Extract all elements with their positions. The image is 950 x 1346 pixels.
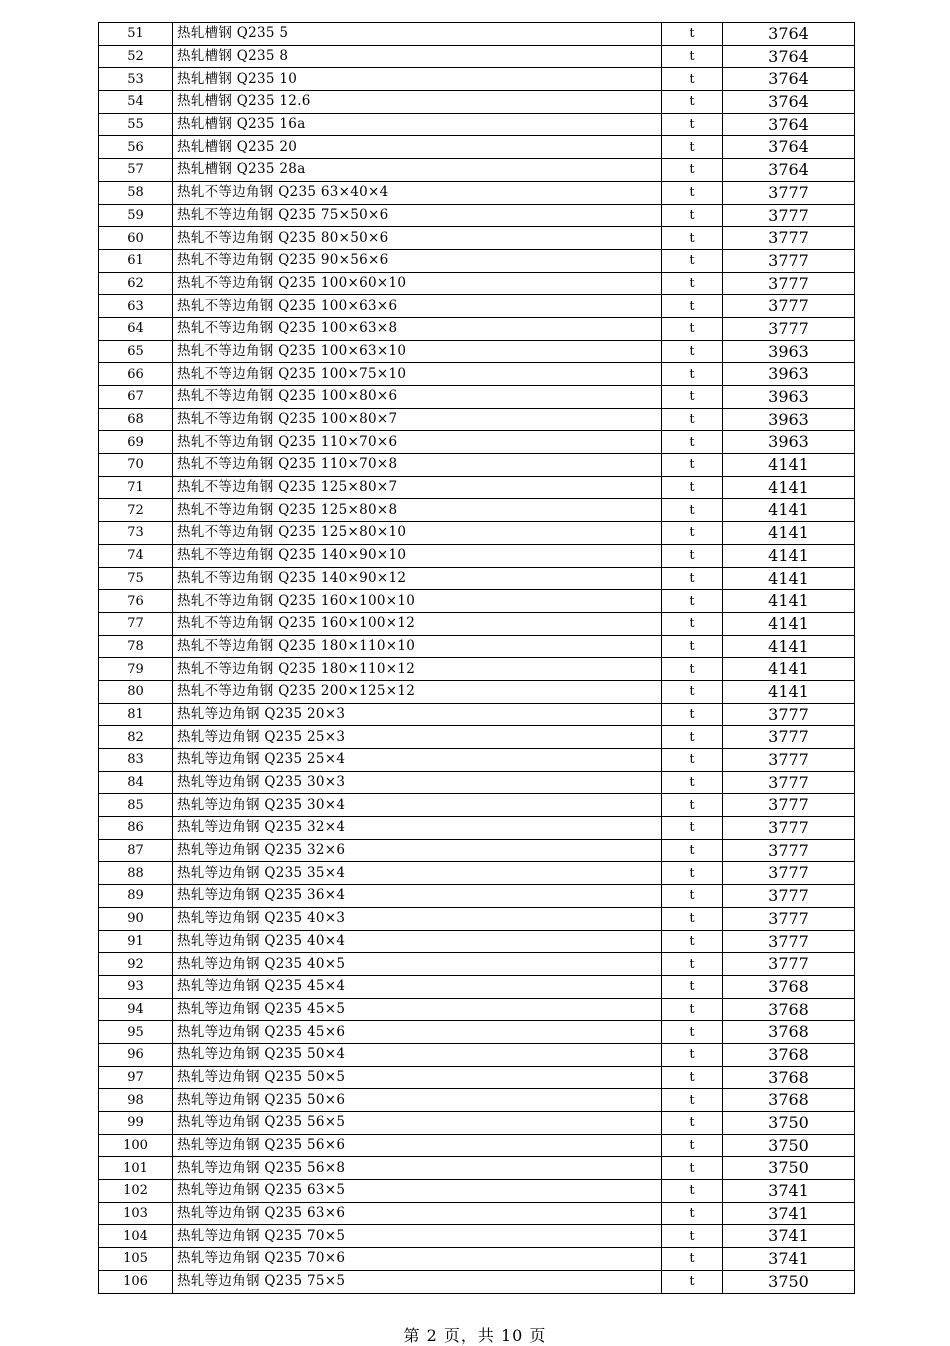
price-cell: 3963: [723, 408, 855, 431]
row-number: 86: [99, 817, 173, 840]
item-name: 热轧等边角钢 Q235 50×5: [173, 1066, 662, 1089]
table-row: [99, 544, 855, 567]
row-number: 55: [99, 113, 173, 136]
price-cell: 3768: [723, 1043, 855, 1066]
table-row: [99, 317, 855, 340]
item-name: 热轧不等边角钢 Q235 100×80×6: [173, 386, 662, 409]
price-cell: 3777: [723, 749, 855, 772]
table-row: [99, 522, 855, 545]
item-name: 热轧等边角钢 Q235 40×5: [173, 953, 662, 976]
item-name: 热轧等边角钢 Q235 56×5: [173, 1112, 662, 1135]
unit-cell: t: [662, 1270, 723, 1293]
item-name: 热轧等边角钢 Q235 40×4: [173, 930, 662, 953]
price-cell: 3963: [723, 386, 855, 409]
table-row: [99, 181, 855, 204]
unit-cell: t: [662, 998, 723, 1021]
item-name: 热轧等边角钢 Q235 56×8: [173, 1157, 662, 1180]
unit-cell: t: [662, 522, 723, 545]
unit-cell: t: [662, 612, 723, 635]
table-row: [99, 1270, 855, 1293]
unit-cell: t: [662, 1089, 723, 1112]
item-name: 热轧不等边角钢 Q235 140×90×10: [173, 544, 662, 567]
row-number: 105: [99, 1248, 173, 1271]
unit-cell: t: [662, 794, 723, 817]
price-cell: 3741: [723, 1202, 855, 1225]
item-name: 热轧等边角钢 Q235 32×4: [173, 817, 662, 840]
item-name: 热轧等边角钢 Q235 32×6: [173, 839, 662, 862]
unit-cell: t: [662, 113, 723, 136]
item-name: 热轧等边角钢 Q235 30×4: [173, 794, 662, 817]
unit-cell: t: [662, 68, 723, 91]
price-cell: 3777: [723, 317, 855, 340]
row-number: 74: [99, 544, 173, 567]
unit-cell: t: [662, 590, 723, 613]
row-number: 98: [99, 1089, 173, 1112]
table-row: [99, 204, 855, 227]
row-number: 96: [99, 1043, 173, 1066]
unit-cell: t: [662, 204, 723, 227]
row-number: 77: [99, 612, 173, 635]
item-name: 热轧槽钢 Q235 20: [173, 136, 662, 159]
price-cell: 3777: [723, 181, 855, 204]
row-number: 106: [99, 1270, 173, 1293]
unit-cell: t: [662, 45, 723, 68]
unit-cell: t: [662, 272, 723, 295]
unit-cell: t: [662, 1043, 723, 1066]
row-number: 92: [99, 953, 173, 976]
table-row: [99, 658, 855, 681]
item-name: 热轧不等边角钢 Q235 100×75×10: [173, 363, 662, 386]
price-cell: 4141: [723, 454, 855, 477]
item-name: 热轧等边角钢 Q235 63×5: [173, 1180, 662, 1203]
unit-cell: t: [662, 544, 723, 567]
price-cell: 3750: [723, 1134, 855, 1157]
table-row: [99, 476, 855, 499]
table-row: [99, 1248, 855, 1271]
row-number: 78: [99, 635, 173, 658]
item-name: 热轧不等边角钢 Q235 125×80×8: [173, 499, 662, 522]
price-cell: 3768: [723, 998, 855, 1021]
table-row: [99, 567, 855, 590]
item-name: 热轧不等边角钢 Q235 125×80×10: [173, 522, 662, 545]
row-number: 84: [99, 771, 173, 794]
table-row: [99, 1043, 855, 1066]
unit-cell: t: [662, 363, 723, 386]
table-row: [99, 1112, 855, 1135]
item-name: 热轧等边角钢 Q235 50×6: [173, 1089, 662, 1112]
unit-cell: t: [662, 953, 723, 976]
row-number: 72: [99, 499, 173, 522]
item-name: 热轧等边角钢 Q235 75×5: [173, 1270, 662, 1293]
unit-cell: t: [662, 159, 723, 182]
row-number: 73: [99, 522, 173, 545]
unit-cell: t: [662, 181, 723, 204]
price-cell: 3768: [723, 1021, 855, 1044]
unit-cell: t: [662, 454, 723, 477]
row-number: 61: [99, 249, 173, 272]
table-row: [99, 1089, 855, 1112]
unit-cell: t: [662, 295, 723, 318]
table-row: [99, 839, 855, 862]
unit-cell: t: [662, 658, 723, 681]
unit-cell: t: [662, 817, 723, 840]
row-number: 103: [99, 1202, 173, 1225]
row-number: 64: [99, 317, 173, 340]
price-cell: 4141: [723, 658, 855, 681]
row-number: 63: [99, 295, 173, 318]
price-cell: 4141: [723, 544, 855, 567]
table-row: [99, 862, 855, 885]
unit-cell: t: [662, 1112, 723, 1135]
unit-cell: t: [662, 635, 723, 658]
price-cell: 3768: [723, 1089, 855, 1112]
row-number: 68: [99, 408, 173, 431]
row-number: 80: [99, 680, 173, 703]
price-cell: 3777: [723, 862, 855, 885]
table-row: [99, 953, 855, 976]
item-name: 热轧不等边角钢 Q235 160×100×12: [173, 612, 662, 635]
row-number: 67: [99, 386, 173, 409]
table-row: [99, 136, 855, 159]
unit-cell: t: [662, 749, 723, 772]
table-row: [99, 1157, 855, 1180]
item-name: 热轧等边角钢 Q235 25×4: [173, 749, 662, 772]
item-name: 热轧等边角钢 Q235 20×3: [173, 703, 662, 726]
price-cell: 4141: [723, 612, 855, 635]
item-name: 热轧等边角钢 Q235 45×4: [173, 975, 662, 998]
table-row: [99, 68, 855, 91]
item-name: 热轧等边角钢 Q235 63×6: [173, 1202, 662, 1225]
item-name: 热轧不等边角钢 Q235 110×70×8: [173, 454, 662, 477]
item-name: 热轧等边角钢 Q235 56×6: [173, 1134, 662, 1157]
unit-cell: t: [662, 1157, 723, 1180]
price-cell: 3777: [723, 227, 855, 250]
row-number: 62: [99, 272, 173, 295]
table-row: [99, 907, 855, 930]
price-cell: 3741: [723, 1225, 855, 1248]
unit-cell: t: [662, 23, 723, 46]
unit-cell: t: [662, 975, 723, 998]
item-name: 热轧等边角钢 Q235 36×4: [173, 885, 662, 908]
item-name: 热轧不等边角钢 Q235 90×56×6: [173, 249, 662, 272]
unit-cell: t: [662, 1202, 723, 1225]
price-cell: 3750: [723, 1157, 855, 1180]
price-cell: 4141: [723, 590, 855, 613]
row-number: 51: [99, 23, 173, 46]
unit-cell: t: [662, 1134, 723, 1157]
price-cell: 3764: [723, 45, 855, 68]
price-cell: 4141: [723, 635, 855, 658]
table-row: [99, 249, 855, 272]
price-cell: 3777: [723, 249, 855, 272]
table-row: [99, 1225, 855, 1248]
item-name: 热轧不等边角钢 Q235 75×50×6: [173, 204, 662, 227]
item-name: 热轧不等边角钢 Q235 140×90×12: [173, 567, 662, 590]
item-name: 热轧等边角钢 Q235 35×4: [173, 862, 662, 885]
price-cell: 3750: [723, 1112, 855, 1135]
table-row: [99, 1021, 855, 1044]
unit-cell: t: [662, 1248, 723, 1271]
table-row: [99, 91, 855, 114]
table-row: [99, 454, 855, 477]
price-cell: 3777: [723, 771, 855, 794]
price-cell: 3777: [723, 703, 855, 726]
table-row: [99, 1134, 855, 1157]
row-number: 58: [99, 181, 173, 204]
price-cell: 3777: [723, 204, 855, 227]
table-row: [99, 590, 855, 613]
unit-cell: t: [662, 499, 723, 522]
item-name: 热轧等边角钢 Q235 70×5: [173, 1225, 662, 1248]
row-number: 100: [99, 1134, 173, 1157]
item-name: 热轧不等边角钢 Q235 100×60×10: [173, 272, 662, 295]
item-name: 热轧不等边角钢 Q235 180×110×12: [173, 658, 662, 681]
table-row: [99, 113, 855, 136]
item-name: 热轧等边角钢 Q235 50×4: [173, 1043, 662, 1066]
unit-cell: t: [662, 249, 723, 272]
price-cell: 4141: [723, 567, 855, 590]
table-row: [99, 998, 855, 1021]
row-number: 60: [99, 227, 173, 250]
table-row: [99, 499, 855, 522]
price-cell: 3741: [723, 1248, 855, 1271]
table-row: [99, 885, 855, 908]
price-cell: 3777: [723, 953, 855, 976]
row-number: 76: [99, 590, 173, 613]
row-number: 54: [99, 91, 173, 114]
item-name: 热轧等边角钢 Q235 45×6: [173, 1021, 662, 1044]
unit-cell: t: [662, 771, 723, 794]
table-row: [99, 23, 855, 46]
unit-cell: t: [662, 431, 723, 454]
row-number: 101: [99, 1157, 173, 1180]
unit-cell: t: [662, 1180, 723, 1203]
unit-cell: t: [662, 567, 723, 590]
table-row: [99, 1202, 855, 1225]
item-name: 热轧等边角钢 Q235 30×3: [173, 771, 662, 794]
row-number: 104: [99, 1225, 173, 1248]
price-cell: 3777: [723, 794, 855, 817]
row-number: 89: [99, 885, 173, 908]
item-name: 热轧不等边角钢 Q235 100×63×6: [173, 295, 662, 318]
table-row: [99, 431, 855, 454]
row-number: 79: [99, 658, 173, 681]
row-number: 69: [99, 431, 173, 454]
table-row: [99, 703, 855, 726]
unit-cell: t: [662, 862, 723, 885]
price-cell: 3764: [723, 91, 855, 114]
row-number: 102: [99, 1180, 173, 1203]
row-number: 94: [99, 998, 173, 1021]
item-name: 热轧等边角钢 Q235 45×5: [173, 998, 662, 1021]
item-name: 热轧不等边角钢 Q235 110×70×6: [173, 431, 662, 454]
table-row: [99, 340, 855, 363]
table-row: [99, 295, 855, 318]
row-number: 75: [99, 567, 173, 590]
price-cell: 3963: [723, 431, 855, 454]
table-row: [99, 635, 855, 658]
item-name: 热轧槽钢 Q235 28a: [173, 159, 662, 182]
row-number: 90: [99, 907, 173, 930]
row-number: 57: [99, 159, 173, 182]
unit-cell: t: [662, 703, 723, 726]
table-row: [99, 771, 855, 794]
table-row: [99, 1066, 855, 1089]
price-cell: 3777: [723, 272, 855, 295]
unit-cell: t: [662, 1021, 723, 1044]
price-cell: 4141: [723, 476, 855, 499]
table-row: [99, 363, 855, 386]
item-name: 热轧槽钢 Q235 16a: [173, 113, 662, 136]
row-number: 66: [99, 363, 173, 386]
price-cell: 3777: [723, 839, 855, 862]
price-cell: 4141: [723, 522, 855, 545]
table-row: [99, 227, 855, 250]
item-name: 热轧不等边角钢 Q235 100×63×10: [173, 340, 662, 363]
item-name: 热轧不等边角钢 Q235 200×125×12: [173, 680, 662, 703]
row-number: 88: [99, 862, 173, 885]
row-number: 87: [99, 839, 173, 862]
item-name: 热轧等边角钢 Q235 40×3: [173, 907, 662, 930]
table-row: [99, 45, 855, 68]
item-name: 热轧槽钢 Q235 5: [173, 23, 662, 46]
row-number: 93: [99, 975, 173, 998]
row-number: 53: [99, 68, 173, 91]
price-cell: 3764: [723, 68, 855, 91]
price-table: [98, 22, 855, 1294]
unit-cell: t: [662, 136, 723, 159]
price-cell: 3777: [723, 295, 855, 318]
price-cell: 3768: [723, 975, 855, 998]
unit-cell: t: [662, 340, 723, 363]
price-cell: 3963: [723, 340, 855, 363]
row-number: 83: [99, 749, 173, 772]
row-number: 59: [99, 204, 173, 227]
price-cell: 3741: [723, 1180, 855, 1203]
table-row: [99, 159, 855, 182]
item-name: 热轧不等边角钢 Q235 63×40×4: [173, 181, 662, 204]
price-cell: 3777: [723, 817, 855, 840]
unit-cell: t: [662, 680, 723, 703]
price-cell: 3764: [723, 23, 855, 46]
table-row: [99, 975, 855, 998]
unit-cell: t: [662, 386, 723, 409]
price-cell: 3963: [723, 363, 855, 386]
unit-cell: t: [662, 839, 723, 862]
price-cell: 3777: [723, 907, 855, 930]
price-table-body: [99, 23, 855, 1294]
price-cell: 3764: [723, 159, 855, 182]
price-cell: 4141: [723, 680, 855, 703]
unit-cell: t: [662, 726, 723, 749]
page-footer: 第 2 页，共 10 页: [403, 1326, 547, 1345]
table-row: [99, 408, 855, 431]
item-name: 热轧不等边角钢 Q235 180×110×10: [173, 635, 662, 658]
table-row: [99, 1180, 855, 1203]
unit-cell: t: [662, 91, 723, 114]
price-cell: 3777: [723, 726, 855, 749]
item-name: 热轧槽钢 Q235 10: [173, 68, 662, 91]
table-row: [99, 726, 855, 749]
table-row: [99, 794, 855, 817]
row-number: 65: [99, 340, 173, 363]
row-number: 71: [99, 476, 173, 499]
table-row: [99, 272, 855, 295]
item-name: 热轧等边角钢 Q235 70×6: [173, 1248, 662, 1271]
item-name: 热轧等边角钢 Q235 25×3: [173, 726, 662, 749]
unit-cell: t: [662, 1066, 723, 1089]
table-row: [99, 930, 855, 953]
item-name: 热轧不等边角钢 Q235 160×100×10: [173, 590, 662, 613]
unit-cell: t: [662, 227, 723, 250]
row-number: 97: [99, 1066, 173, 1089]
unit-cell: t: [662, 907, 723, 930]
row-number: 52: [99, 45, 173, 68]
item-name: 热轧槽钢 Q235 8: [173, 45, 662, 68]
price-cell: 3750: [723, 1270, 855, 1293]
unit-cell: t: [662, 408, 723, 431]
unit-cell: t: [662, 317, 723, 340]
row-number: 82: [99, 726, 173, 749]
unit-cell: t: [662, 930, 723, 953]
unit-cell: t: [662, 1225, 723, 1248]
price-cell: 3768: [723, 1066, 855, 1089]
price-cell: 3764: [723, 136, 855, 159]
row-number: 81: [99, 703, 173, 726]
price-cell: 3777: [723, 930, 855, 953]
table-row: [99, 680, 855, 703]
row-number: 95: [99, 1021, 173, 1044]
unit-cell: t: [662, 885, 723, 908]
item-name: 热轧不等边角钢 Q235 125×80×7: [173, 476, 662, 499]
item-name: 热轧不等边角钢 Q235 100×63×8: [173, 317, 662, 340]
row-number: 70: [99, 454, 173, 477]
unit-cell: t: [662, 476, 723, 499]
table-row: [99, 386, 855, 409]
item-name: 热轧不等边角钢 Q235 100×80×7: [173, 408, 662, 431]
table-row: [99, 612, 855, 635]
item-name: 热轧槽钢 Q235 12.6: [173, 91, 662, 114]
price-cell: 3764: [723, 113, 855, 136]
item-name: 热轧不等边角钢 Q235 80×50×6: [173, 227, 662, 250]
row-number: 56: [99, 136, 173, 159]
row-number: 99: [99, 1112, 173, 1135]
price-cell: 4141: [723, 499, 855, 522]
row-number: 85: [99, 794, 173, 817]
table-row: [99, 749, 855, 772]
table-row: [99, 817, 855, 840]
price-cell: 3777: [723, 885, 855, 908]
row-number: 91: [99, 930, 173, 953]
